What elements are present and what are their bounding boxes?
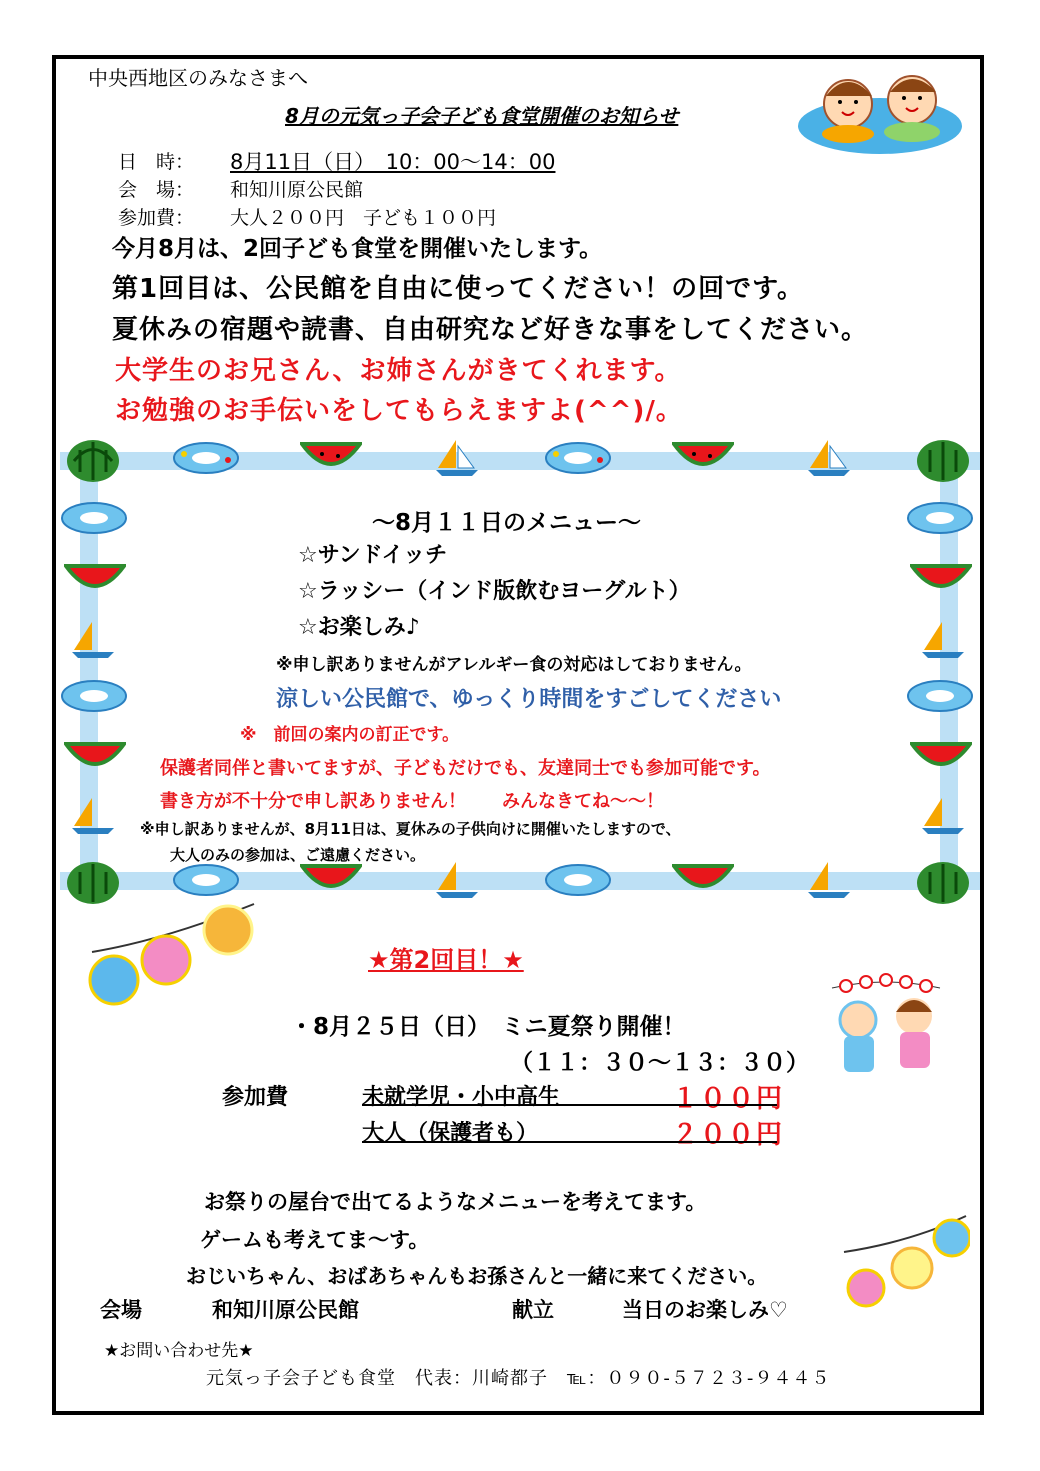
watermelon-slice-icon: [672, 440, 734, 476]
watermelon-slice-icon: [910, 562, 972, 598]
sailboat-icon: [68, 620, 118, 662]
date-label: 日 時：: [118, 151, 195, 173]
intro-line-5: お勉強のお手伝いをしてもらえますよ(^^)/。: [115, 396, 683, 426]
lanterns-illustration: [840, 1212, 970, 1312]
second-venue-value: 和知川原公民館: [212, 1298, 359, 1322]
watermelon-icon: [916, 860, 970, 906]
intro-line-2: 第1回目は、公民館を自由に使ってください！の回です。: [112, 274, 805, 304]
relax-message: 涼しい公民館で、ゆっくり時間をすごしてください: [276, 687, 782, 712]
allergy-note: ※申し訳ありませんがアレルギー食の対応はしておりません。: [276, 655, 752, 675]
fee-value: 大人２００円 子ども１００円: [230, 207, 497, 229]
fee-label: 参加費：: [118, 207, 195, 229]
festival-children-illustration: [822, 970, 950, 1080]
adult-note-2: 大人のみの参加は、ご遠慮ください。: [170, 846, 426, 864]
fee-adult-label: 大人（保護者も）: [362, 1121, 539, 1146]
fee-child-label: 未就学児・小中高生: [362, 1085, 561, 1110]
second-venue-label: 会場: [100, 1298, 142, 1322]
correction-line-2: 書き方が不十分で申し訳ありません！ みんなきてね～～！: [160, 791, 664, 812]
sailboat-icon: [432, 438, 482, 480]
menu-item-1: ☆サンドイッチ: [298, 543, 448, 568]
menu-item-3: ☆お楽しみ♪: [298, 615, 420, 640]
swim-ring-icon: [60, 500, 128, 536]
contact-title: ★お問い合わせ先★: [104, 1341, 254, 1361]
swim-ring-icon: [544, 440, 612, 476]
second-menu-label: 献立: [512, 1298, 554, 1322]
date-value: 8月11日（日） 10：00～14：00: [230, 150, 556, 174]
second-event-title: ★第2回目！★: [368, 946, 524, 974]
sailboat-icon: [918, 796, 968, 838]
fee-adult-underline: [362, 1141, 777, 1143]
fee-adult-value: ２００円: [672, 1120, 785, 1150]
second-event-date: ・8月２５日（日） ミニ夏祭り開催！: [290, 1014, 686, 1040]
swim-ring-icon: [172, 862, 240, 898]
sailboat-icon: [432, 860, 482, 902]
second-menu-value: 当日のお楽しみ♡: [622, 1298, 788, 1322]
children-swimming-illustration: [796, 66, 964, 156]
venue-label: 会 場：: [118, 179, 195, 201]
watermelon-slice-icon: [300, 440, 362, 476]
lanterns-illustration: [84, 900, 262, 1010]
swim-ring-icon: [906, 678, 974, 714]
sailboat-icon: [804, 860, 854, 902]
swim-ring-icon: [544, 862, 612, 898]
swim-ring-icon: [906, 500, 974, 536]
intro-line-4: 大学生のお兄さん、お姉さんがきてくれます。: [115, 356, 682, 386]
contact-line: 元気っ子会子ども食堂 代表：川崎都子 ℡：０９０-５７２３-９４４５: [206, 1368, 831, 1389]
festival-desc-2: ゲームも考えてま～す。: [200, 1228, 430, 1252]
watermelon-slice-icon: [64, 562, 126, 598]
intro-line-1: 今月8月は、2回子ども食堂を開催いたします。: [112, 236, 603, 262]
festival-desc-1: お祭りの屋台で出てるようなメニューを考えてます。: [204, 1190, 707, 1214]
menu-item-2: ☆ラッシー（インド版飲むヨーグルト）: [298, 579, 691, 604]
second-event-time: （１１：３０～１３：３０）: [510, 1050, 809, 1076]
watermelon-slice-icon: [910, 740, 972, 776]
sailboat-icon: [804, 438, 854, 480]
sailboat-icon: [918, 620, 968, 662]
watermelon-icon: [66, 438, 120, 484]
intro-line-3: 夏休みの宿題や読書、自由研究など好きな事をしてください。: [112, 315, 869, 345]
greeting: 中央西地区のみなさまへ: [88, 66, 308, 90]
correction-line-1: 保護者同伴と書いてますが、子どもだけでも、友達同士でも参加可能です。: [160, 758, 771, 779]
sailboat-icon: [68, 796, 118, 838]
swim-ring-icon: [172, 440, 240, 476]
adult-note-1: ※申し訳ありませんが、8月11日は、夏休みの子供向けに開催いたしますので、: [140, 820, 681, 838]
fee-child-value: １００円: [672, 1084, 785, 1114]
watermelon-icon: [916, 438, 970, 484]
swim-ring-icon: [60, 678, 128, 714]
fee-child-underline: [362, 1104, 777, 1106]
watermelon-slice-icon: [64, 740, 126, 776]
menu-title: ～8月１１日のメニュー～: [372, 510, 642, 536]
page-title: 8月の元気っ子会子ども食堂開催のお知らせ: [285, 104, 679, 128]
festival-desc-3: おじいちゃん、おばあちゃんもお孫さんと一緒に来てください。: [186, 1264, 768, 1288]
second-fee-label: 参加費: [222, 1085, 289, 1110]
watermelon-slice-icon: [300, 862, 362, 898]
watermelon-slice-icon: [672, 862, 734, 898]
venue-value: 和知川原公民館: [230, 179, 364, 201]
correction-title: ※ 前回の案内の訂正です。: [240, 725, 460, 745]
